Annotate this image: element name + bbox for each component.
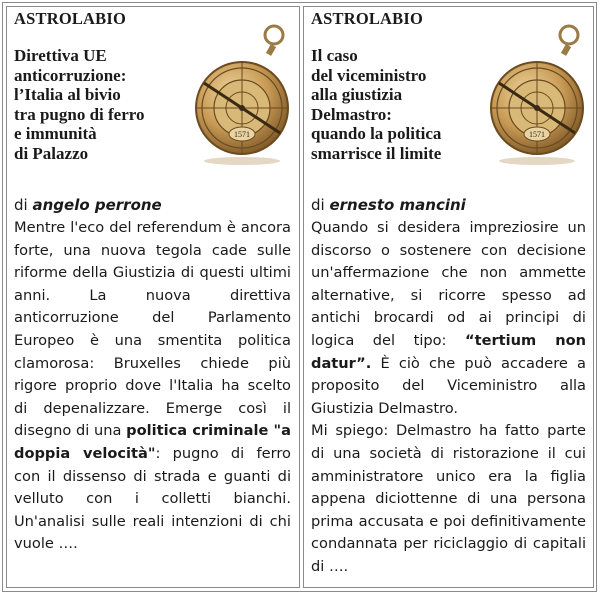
articles-container (2, 2, 597, 592)
author-name[interactable]: angelo perrone (32, 196, 162, 214)
logo-year: 1571 (234, 130, 250, 139)
excerpt-highlight: “tertium non datur”. (311, 331, 586, 372)
title-line: Il caso (311, 46, 358, 65)
title-line: Direttiva UE (14, 46, 107, 65)
title-line: l’Italia al bivio (14, 85, 121, 105)
section-header: ASTROLABIO (311, 9, 424, 28)
astrolabe-icon (487, 21, 587, 167)
excerpt-text: È ciò che può accadere a proposito del Viceministro alla Giustizia Delmastro. (311, 354, 586, 417)
title-line: anticorruzione: (14, 65, 127, 85)
title-line: e immunità (14, 124, 97, 144)
title-line: del viceministro (311, 65, 427, 85)
article-card-right[interactable] (303, 6, 594, 588)
section-header: ASTROLABIO (14, 9, 127, 28)
title-line: tra pugno di ferro (14, 104, 145, 124)
author-prefix: di (14, 196, 28, 214)
title-line: alla giustizia (311, 85, 403, 105)
article-card-left[interactable] (6, 6, 300, 588)
logo-year: 1571 (529, 130, 545, 139)
article-title[interactable] (311, 46, 491, 164)
astrolabe-icon (192, 21, 292, 167)
author-byline (311, 196, 466, 214)
excerpt-text: Mi spiego: Delmastro ha fatto parte di una società di ristorazione il cui amministratore unico era la figlia appena diciottenne di una persona prima accusata e poi definitivamente condannata per riciclaggio di capitali di …. (311, 422, 586, 575)
title-line: quando la politica (311, 124, 442, 144)
author-byline (14, 196, 162, 214)
article-excerpt (311, 217, 586, 579)
author-prefix: di (311, 196, 325, 214)
title-line: Delmastro: (311, 104, 392, 124)
article-excerpt (14, 217, 291, 556)
excerpt-text: : pugno di ferro con il dissenso di strada e guanti di velluto con i colletti bianchi. Un'analisi sulle reali intenzioni di chi vuole …. (14, 444, 291, 553)
author-name[interactable]: ernesto mancini (329, 196, 466, 214)
excerpt-text: Mentre l'eco del referendum è ancora forte, una nuova tegola cade sulle riforme della Giustizia di questi ultimi anni. La nuova direttiva anticorruzione del Parlamento Europeo è una smentita politica clamorosa: Bruxelles chiede più rigore proprio dove l'Italia ha scelto di depenalizzare. Emerge così il disegno di una (14, 219, 291, 440)
excerpt-text: Quando si desidera impreziosire un discorso o sostenere con decisione un'affermazione che non ammette alternative, si ricorre spesso ad antichi brocardi od ai principi di logica del tipo: (311, 219, 586, 349)
excerpt-highlight: politica criminale "a doppia velocità" (14, 422, 292, 462)
article-title[interactable] (14, 46, 194, 164)
title-line: smarrisce il limite (311, 143, 442, 163)
title-line: di Palazzo (14, 143, 89, 163)
